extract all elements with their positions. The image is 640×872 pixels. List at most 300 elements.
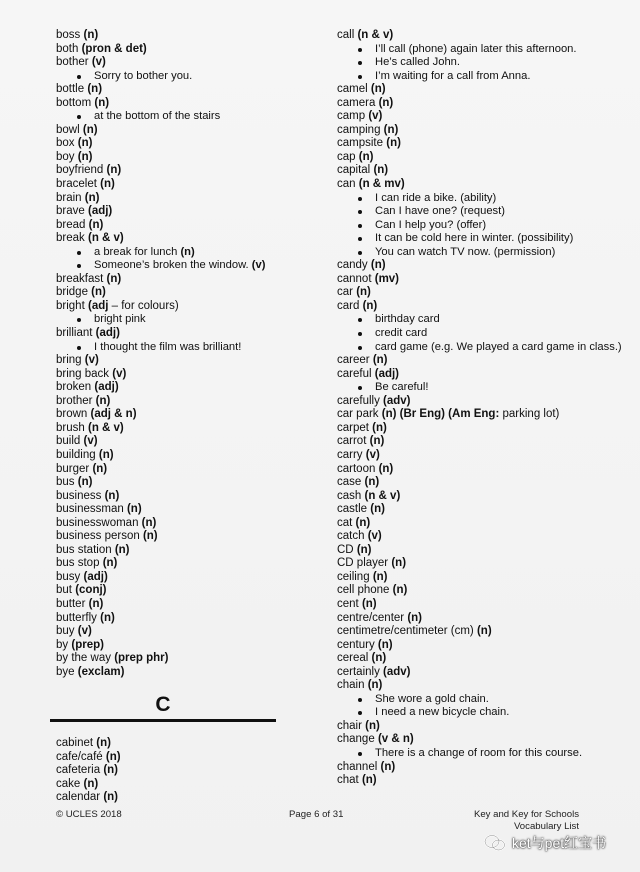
wechat-icon <box>484 834 506 852</box>
part-of-speech: (n) <box>377 638 393 651</box>
part-of-speech: (n) <box>102 557 118 570</box>
vocab-entry <box>56 476 286 490</box>
part-of-speech: (v & n) <box>377 733 414 746</box>
headword: cereal <box>337 652 369 665</box>
part-of-speech: (n) <box>98 448 114 461</box>
headword: bus station <box>56 543 112 556</box>
part-of-speech: (n) <box>126 503 142 516</box>
headword: centre/center <box>337 611 405 624</box>
vocab-entry <box>337 652 637 666</box>
vocab-entry <box>337 151 637 165</box>
part-of-speech: (n) <box>91 286 106 299</box>
part-of-speech: (n) <box>371 652 387 665</box>
example-sentence <box>56 70 286 84</box>
headword: channel <box>337 760 378 773</box>
headword: burger <box>56 462 90 475</box>
headword: car <box>337 286 353 299</box>
part-of-speech: (n) <box>96 737 111 749</box>
headword: break <box>56 232 85 245</box>
example-sentence <box>337 381 637 395</box>
part-of-speech: (prep phr) <box>114 652 169 665</box>
part-of-speech: (n) <box>361 774 377 787</box>
example-sentence <box>337 192 637 206</box>
part-of-speech: (n) <box>362 299 378 312</box>
headword: butterfly <box>56 611 97 624</box>
part-of-speech: (n) <box>369 435 385 448</box>
part-of-speech: (n) <box>407 611 423 624</box>
vocab-entry <box>56 381 286 395</box>
part-of-speech: (n) <box>88 218 104 231</box>
part-of-speech: (n & v) <box>87 232 124 245</box>
vocab-entry <box>56 435 286 449</box>
vocab-entry <box>337 408 637 422</box>
part-of-speech: (n) <box>94 96 110 109</box>
vocab-entry <box>56 639 286 653</box>
vocab-entry <box>337 286 637 300</box>
vocab-entry <box>56 764 286 778</box>
vocab-entry <box>337 774 637 788</box>
vocab-entry <box>337 29 637 43</box>
vocab-entry <box>56 530 286 544</box>
example-sentence <box>337 341 637 355</box>
part-of-speech: (n) <box>103 791 119 804</box>
part-of-speech: (n) <box>372 421 387 434</box>
part-of-speech: (n) <box>383 123 399 136</box>
headword: cafeteria <box>56 764 101 777</box>
usage-note: parking lot) <box>499 408 560 421</box>
watermark-text: ket与pet红宝书 <box>512 835 607 851</box>
headword: CD player <box>337 557 389 570</box>
headword: capital <box>337 164 371 177</box>
vocab-entry <box>337 761 637 775</box>
example-text: Can I have one? (request) <box>375 205 505 218</box>
part-of-speech: (adj <box>87 299 109 312</box>
vocab-entry <box>337 612 637 626</box>
part-of-speech: (n & mv) <box>358 178 405 191</box>
example-sentence <box>56 246 286 260</box>
part-of-speech: (n) <box>356 543 372 556</box>
part-of-speech: (adj) <box>83 570 108 583</box>
headword: cent <box>337 597 359 610</box>
example-text: She wore a gold chain. <box>375 692 489 705</box>
part-of-speech: (n & v) <box>357 29 394 41</box>
headword: bottom <box>56 96 92 109</box>
vocab-entry <box>337 720 637 734</box>
example-sentence <box>56 341 286 355</box>
part-of-speech: (n) <box>106 164 122 177</box>
vocab-entry <box>56 219 286 233</box>
vocab-entry <box>56 29 286 43</box>
headword: CD <box>337 543 354 556</box>
headword: building <box>56 448 96 461</box>
example-text: I need a new bicycle chain. <box>375 706 510 719</box>
part-of-speech: (n) (Br Eng) (Am Eng: <box>381 408 500 421</box>
headword: bring back <box>56 367 110 380</box>
watermark <box>484 832 606 854</box>
vocab-entry <box>56 232 286 246</box>
footer-doc-title-line2: Vocabulary List <box>513 821 579 832</box>
section-divider <box>50 719 276 722</box>
part-of-speech: (v) <box>91 56 106 69</box>
part-of-speech: (n) <box>114 543 130 556</box>
vocab-entry <box>56 778 286 792</box>
headword: careful <box>337 367 372 380</box>
part-of-speech: (n) <box>370 503 385 516</box>
example-text: credit card <box>375 327 428 340</box>
headword: brother <box>56 394 93 407</box>
example-text: birthday card <box>375 313 440 326</box>
part-of-speech: (n) <box>355 516 371 529</box>
part-of-speech: (n) <box>391 557 407 570</box>
headword: bye <box>56 665 75 678</box>
part-of-speech: (mv) <box>374 272 400 285</box>
headword: broken <box>56 381 92 394</box>
example-sentence <box>337 219 637 233</box>
example-text: He’s called John. <box>375 56 460 69</box>
vocab-entry <box>56 164 286 178</box>
headword: bridge <box>56 286 88 299</box>
headword: camera <box>337 96 376 109</box>
headword: busy <box>56 570 81 583</box>
vocab-entry <box>56 408 286 422</box>
vocab-entry <box>337 571 637 585</box>
headword: butter <box>56 597 86 610</box>
headword: boss <box>56 29 81 41</box>
vocab-entry <box>56 83 286 97</box>
vocab-entry <box>337 259 637 273</box>
vocab-entry <box>337 422 637 436</box>
vocab-entry <box>56 327 286 341</box>
footer-page-number: Page 6 of 31 <box>289 809 344 820</box>
vocab-column-right <box>337 29 637 788</box>
headword: buy <box>56 625 75 638</box>
vocab-entry <box>337 503 637 517</box>
headword: brown <box>56 408 88 421</box>
headword: brush <box>56 421 85 434</box>
part-of-speech: (n) <box>106 272 122 285</box>
example-text: I’m waiting for a call from Anna. <box>375 69 531 82</box>
example-text: You can watch TV now. (permission) <box>375 245 556 258</box>
part-of-speech: (n) <box>365 719 380 732</box>
part-of-speech: (n) <box>103 764 118 777</box>
part-of-speech: (n) <box>373 164 389 177</box>
part-of-speech: (adj) <box>94 381 119 394</box>
vocab-entry <box>56 571 286 585</box>
headword: chair <box>337 719 362 732</box>
example-text: It can be cold here in winter. (possibility) <box>375 232 574 245</box>
vocab-entry <box>56 503 286 517</box>
example-text: Be careful! <box>375 381 429 394</box>
vocab-entry <box>337 476 637 490</box>
part-of-speech: (v) <box>368 110 383 123</box>
headword: cap <box>337 150 356 163</box>
headword: cannot <box>337 272 372 285</box>
vocab-entry <box>337 354 637 368</box>
part-of-speech: (n) <box>88 597 104 610</box>
headword: card <box>337 299 360 312</box>
vocab-entry <box>56 300 286 314</box>
vocab-entry <box>56 395 286 409</box>
example-text: I thought the film was brilliant! <box>94 340 242 353</box>
vocab-entry <box>56 422 286 436</box>
example-text: at the bottom of the stairs <box>94 110 221 123</box>
part-of-speech: (conj) <box>75 584 107 597</box>
headword: brilliant <box>56 327 93 340</box>
example-sentence <box>337 313 637 327</box>
vocab-entry <box>337 368 637 382</box>
vocab-entry <box>337 83 637 97</box>
footer-doc-title <box>473 809 579 833</box>
part-of-speech: (n) <box>367 679 383 692</box>
example-text: I can ride a bike. (ability) <box>375 191 497 204</box>
headword: call <box>337 29 355 41</box>
vocab-entry <box>337 463 637 477</box>
headword: brain <box>56 191 82 204</box>
vocab-entry <box>56 625 286 639</box>
part-of-speech: (n) <box>77 476 93 489</box>
part-of-speech: (v) <box>83 435 98 448</box>
headword: businessman <box>56 503 124 516</box>
headword: by the way <box>56 652 111 665</box>
headword: cake <box>56 777 81 790</box>
headword: chain <box>337 679 365 692</box>
part-of-speech: (n) <box>87 83 103 96</box>
headword: brave <box>56 205 85 218</box>
part-of-speech: (n) <box>378 462 394 475</box>
vocab-entry <box>337 137 637 151</box>
headword: cabinet <box>56 737 94 749</box>
footer-doc-title-line1: Key and Key for Schools <box>473 809 579 820</box>
vocab-entry <box>56 544 286 558</box>
example-sentence <box>337 693 637 707</box>
vocab-entry <box>56 463 286 477</box>
headword: bother <box>56 56 89 69</box>
headword: centimetre/centimeter (cm) <box>337 625 474 638</box>
vocab-entry <box>337 544 637 558</box>
part-of-speech: (n) <box>82 123 98 136</box>
headword: camp <box>337 110 366 123</box>
headword: change <box>337 733 375 746</box>
vocab-entry <box>337 584 637 598</box>
part-of-speech: (n) <box>104 489 120 502</box>
example-part-of-speech: (v) <box>251 259 266 272</box>
part-of-speech: (adj) <box>87 205 113 218</box>
vocab-entry <box>56 557 286 571</box>
vocab-entry <box>56 43 286 57</box>
example-sentence <box>56 259 286 273</box>
part-of-speech: (v) <box>365 448 380 461</box>
headword: career <box>337 354 370 367</box>
vocab-entry <box>56 137 286 151</box>
vocab-entry <box>337 435 637 449</box>
headword: bus stop <box>56 557 100 570</box>
part-of-speech: (n) <box>92 462 108 475</box>
headword: both <box>56 42 79 55</box>
example-sentence <box>337 246 637 260</box>
part-of-speech: (n) <box>142 530 158 543</box>
part-of-speech: (n) <box>100 611 115 624</box>
vocab-entry <box>337 97 637 111</box>
headword: camping <box>337 123 381 136</box>
part-of-speech: (n) <box>83 777 99 790</box>
part-of-speech: (n) <box>372 354 388 367</box>
part-of-speech: (n) <box>105 750 121 763</box>
example-sentence <box>337 232 637 246</box>
example-text: Sorry to bother you. <box>94 69 193 82</box>
part-of-speech: (n) <box>370 259 386 272</box>
vocab-entry <box>337 124 637 138</box>
example-text: Someone’s broken the window. <box>94 259 249 272</box>
headword: carry <box>337 448 363 461</box>
part-of-speech: (n) <box>100 178 115 191</box>
vocab-entry <box>56 354 286 368</box>
part-of-speech: (adv) <box>383 394 411 407</box>
example-sentence <box>337 706 637 720</box>
vocab-entry <box>56 151 286 165</box>
vocab-column-left-c <box>56 737 286 805</box>
vocab-entry <box>337 733 637 747</box>
headword: bottle <box>56 83 85 96</box>
part-of-speech: (n) <box>141 516 157 529</box>
vocab-entry <box>56 517 286 531</box>
vocab-entry <box>337 490 637 504</box>
vocab-entry <box>56 178 286 192</box>
vocab-entry <box>337 273 637 287</box>
part-of-speech: (n) <box>386 137 401 150</box>
part-of-speech: (n) <box>358 150 374 163</box>
headword: boyfriend <box>56 164 104 177</box>
part-of-speech: (n) <box>361 597 377 610</box>
headword: catch <box>337 530 365 543</box>
part-of-speech: (n & v) <box>87 421 124 434</box>
vocab-entry <box>337 395 637 409</box>
headword: cash <box>337 489 362 502</box>
vocab-entry <box>337 300 637 314</box>
vocab-entry <box>56 666 286 680</box>
vocab-entry <box>56 791 286 805</box>
part-of-speech: (adv) <box>383 665 411 678</box>
example-sentence <box>337 327 637 341</box>
vocab-entry <box>56 97 286 111</box>
headword: businesswoman <box>56 516 139 529</box>
vocab-entry <box>56 368 286 382</box>
vocab-entry <box>56 652 286 666</box>
part-of-speech: (exclam) <box>77 665 125 678</box>
headword: but <box>56 584 72 597</box>
headword: bracelet <box>56 178 97 191</box>
headword: by <box>56 638 69 651</box>
part-of-speech: (n) <box>370 83 386 96</box>
headword: business <box>56 489 102 502</box>
headword: carpet <box>337 421 369 434</box>
headword: bowl <box>56 123 80 136</box>
usage-note: – for colours) <box>108 299 179 312</box>
vocab-entry <box>337 679 637 693</box>
headword: breakfast <box>56 272 104 285</box>
headword: camel <box>337 83 368 96</box>
headword: campsite <box>337 137 384 150</box>
part-of-speech: (adj & n) <box>90 408 137 421</box>
example-text: bright pink <box>94 313 146 326</box>
part-of-speech: (adj) <box>95 327 120 340</box>
part-of-speech: (v) <box>367 530 382 543</box>
part-of-speech: (n) <box>476 625 492 638</box>
vocab-entry <box>56 584 286 598</box>
example-sentence <box>337 205 637 219</box>
example-text: I’ll call (phone) again later this afternoon. <box>375 42 577 55</box>
part-of-speech: (n) <box>84 191 100 204</box>
vocab-entry <box>56 737 286 751</box>
example-sentence <box>337 56 637 70</box>
example-sentence <box>337 747 637 761</box>
headword: boy <box>56 150 75 163</box>
part-of-speech: (v) <box>84 354 99 367</box>
vocab-entry <box>337 449 637 463</box>
example-sentence <box>337 43 637 57</box>
vocab-entry <box>56 192 286 206</box>
example-text: Can I help you? (offer) <box>375 218 487 231</box>
vocab-entry <box>56 449 286 463</box>
example-text: There is a change of room for this course. <box>375 746 583 759</box>
vocab-entry <box>56 751 286 765</box>
headword: carrot <box>337 435 367 448</box>
vocab-entry <box>337 639 637 653</box>
headword: century <box>337 638 375 651</box>
headword: box <box>56 137 75 150</box>
vocab-entry <box>56 273 286 287</box>
example-part-of-speech: (n) <box>180 245 195 258</box>
vocab-entry <box>56 286 286 300</box>
headword: can <box>337 178 356 191</box>
footer-copyright: © UCLES 2018 <box>56 809 122 820</box>
example-text: a break for lunch <box>94 245 178 258</box>
vocab-entry <box>56 490 286 504</box>
vocab-entry <box>337 517 637 531</box>
section-heading: C <box>155 693 171 716</box>
vocab-entry <box>56 124 286 138</box>
part-of-speech: (n & v) <box>364 489 401 502</box>
part-of-speech: (n) <box>83 29 99 41</box>
headword: chat <box>337 774 359 787</box>
headword: calendar <box>56 791 101 804</box>
vocab-column-left <box>56 29 286 679</box>
example-sentence <box>56 313 286 327</box>
part-of-speech: (n) <box>378 96 394 109</box>
part-of-speech: (n) <box>392 584 408 597</box>
headword: ceiling <box>337 570 370 583</box>
example-text: card game (e.g. We played a card game in class.) <box>375 340 622 353</box>
headword: business person <box>56 530 140 543</box>
vocab-entry <box>56 612 286 626</box>
example-sentence <box>56 110 286 124</box>
headword: bring <box>56 354 82 367</box>
vocab-entry <box>337 164 637 178</box>
part-of-speech: (n) <box>372 570 388 583</box>
part-of-speech: (n) <box>77 137 93 150</box>
part-of-speech: (n) <box>95 394 111 407</box>
vocab-entry <box>56 205 286 219</box>
headword: cat <box>337 516 353 529</box>
headword: build <box>56 435 81 448</box>
headword: cartoon <box>337 462 376 475</box>
vocab-entry <box>337 530 637 544</box>
headword: candy <box>337 259 368 272</box>
vocab-entry <box>337 666 637 680</box>
headword: bread <box>56 218 86 231</box>
vocab-entry <box>56 598 286 612</box>
part-of-speech: (pron & det) <box>81 42 147 55</box>
vocab-entry <box>337 110 637 124</box>
